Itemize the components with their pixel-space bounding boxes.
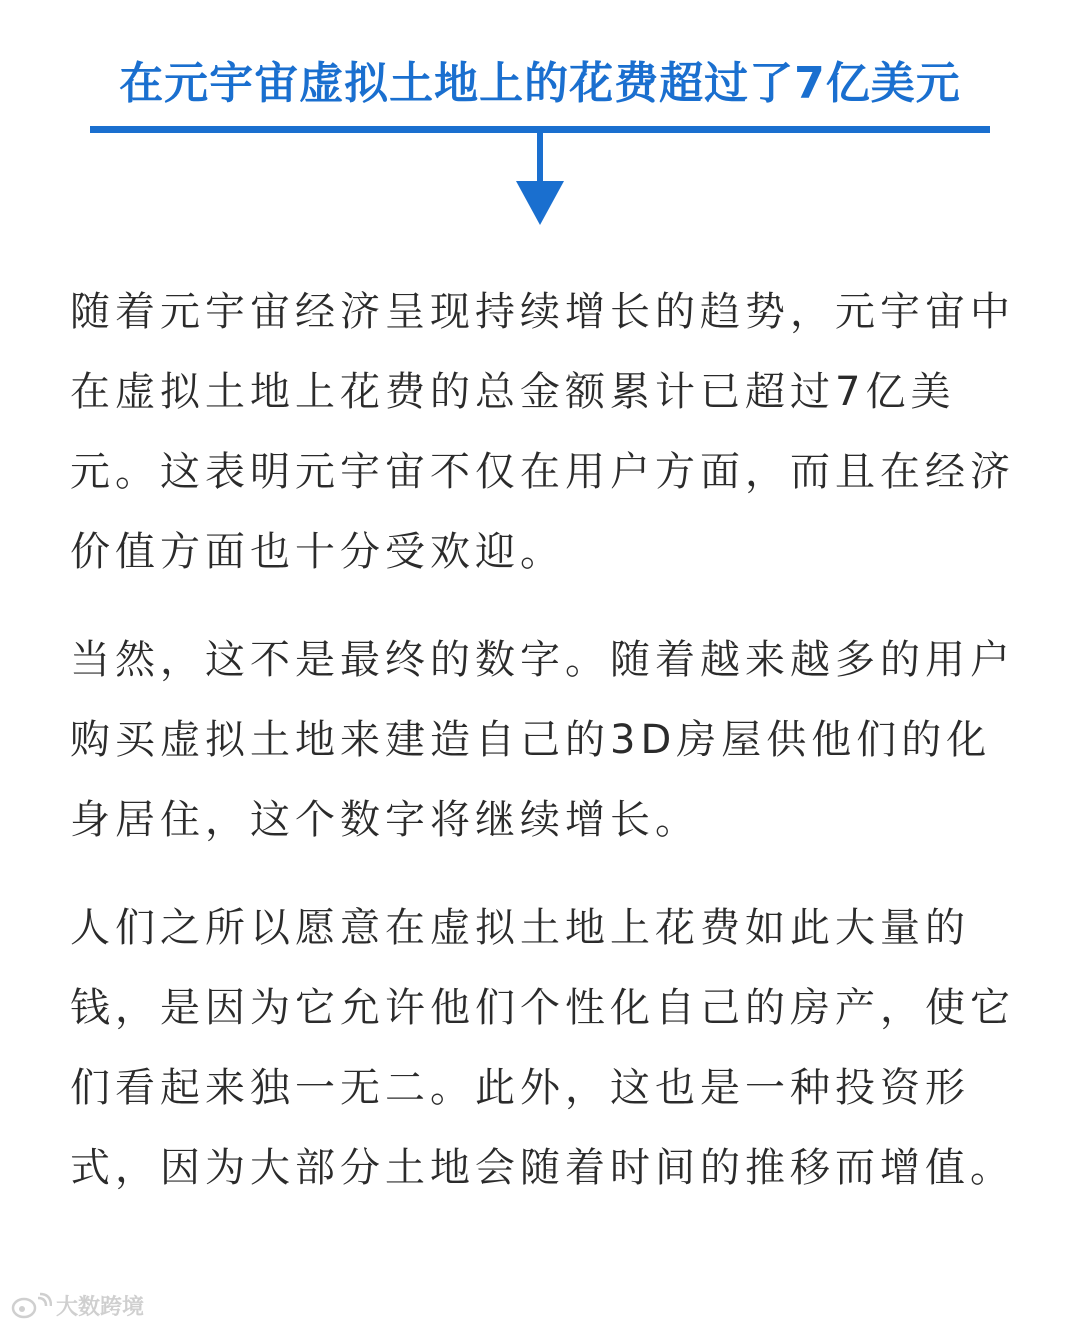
weibo-logo-icon (10, 1292, 52, 1320)
paragraph-2: 当然，这不是最终的数字。随着越来越多的用户购买虚拟土地来建造自己的3D房屋供他们的化身居住，这个数字将继续增长。 (70, 637, 1015, 843)
paragraph-1: 随着元宇宙经济呈现持续增长的趋势，元宇宙中在虚拟土地上花费的总金额累计已超过7亿美元。这表明元宇宙不仅在用户方面，而且在经济价值方面也十分受欢迎。 (70, 289, 1015, 575)
article-heading: 在元宇宙虚拟土地上的花费超过了7亿美元 (119, 58, 961, 109)
heading-underline (90, 126, 990, 133)
watermark-text: 大数跨境 (56, 1295, 145, 1320)
down-arrow-icon (510, 133, 570, 229)
watermark (10, 1290, 144, 1321)
article-body (70, 272, 1015, 1236)
paragraph-3: 人们之所以愿意在虚拟土地上花费如此大量的钱，是因为它允许他们个性化自己的房产，使它们看起来独一无二。此外，这也是一种投资形式，因为大部分土地会随着时间的推移而增值。 (70, 905, 1015, 1191)
